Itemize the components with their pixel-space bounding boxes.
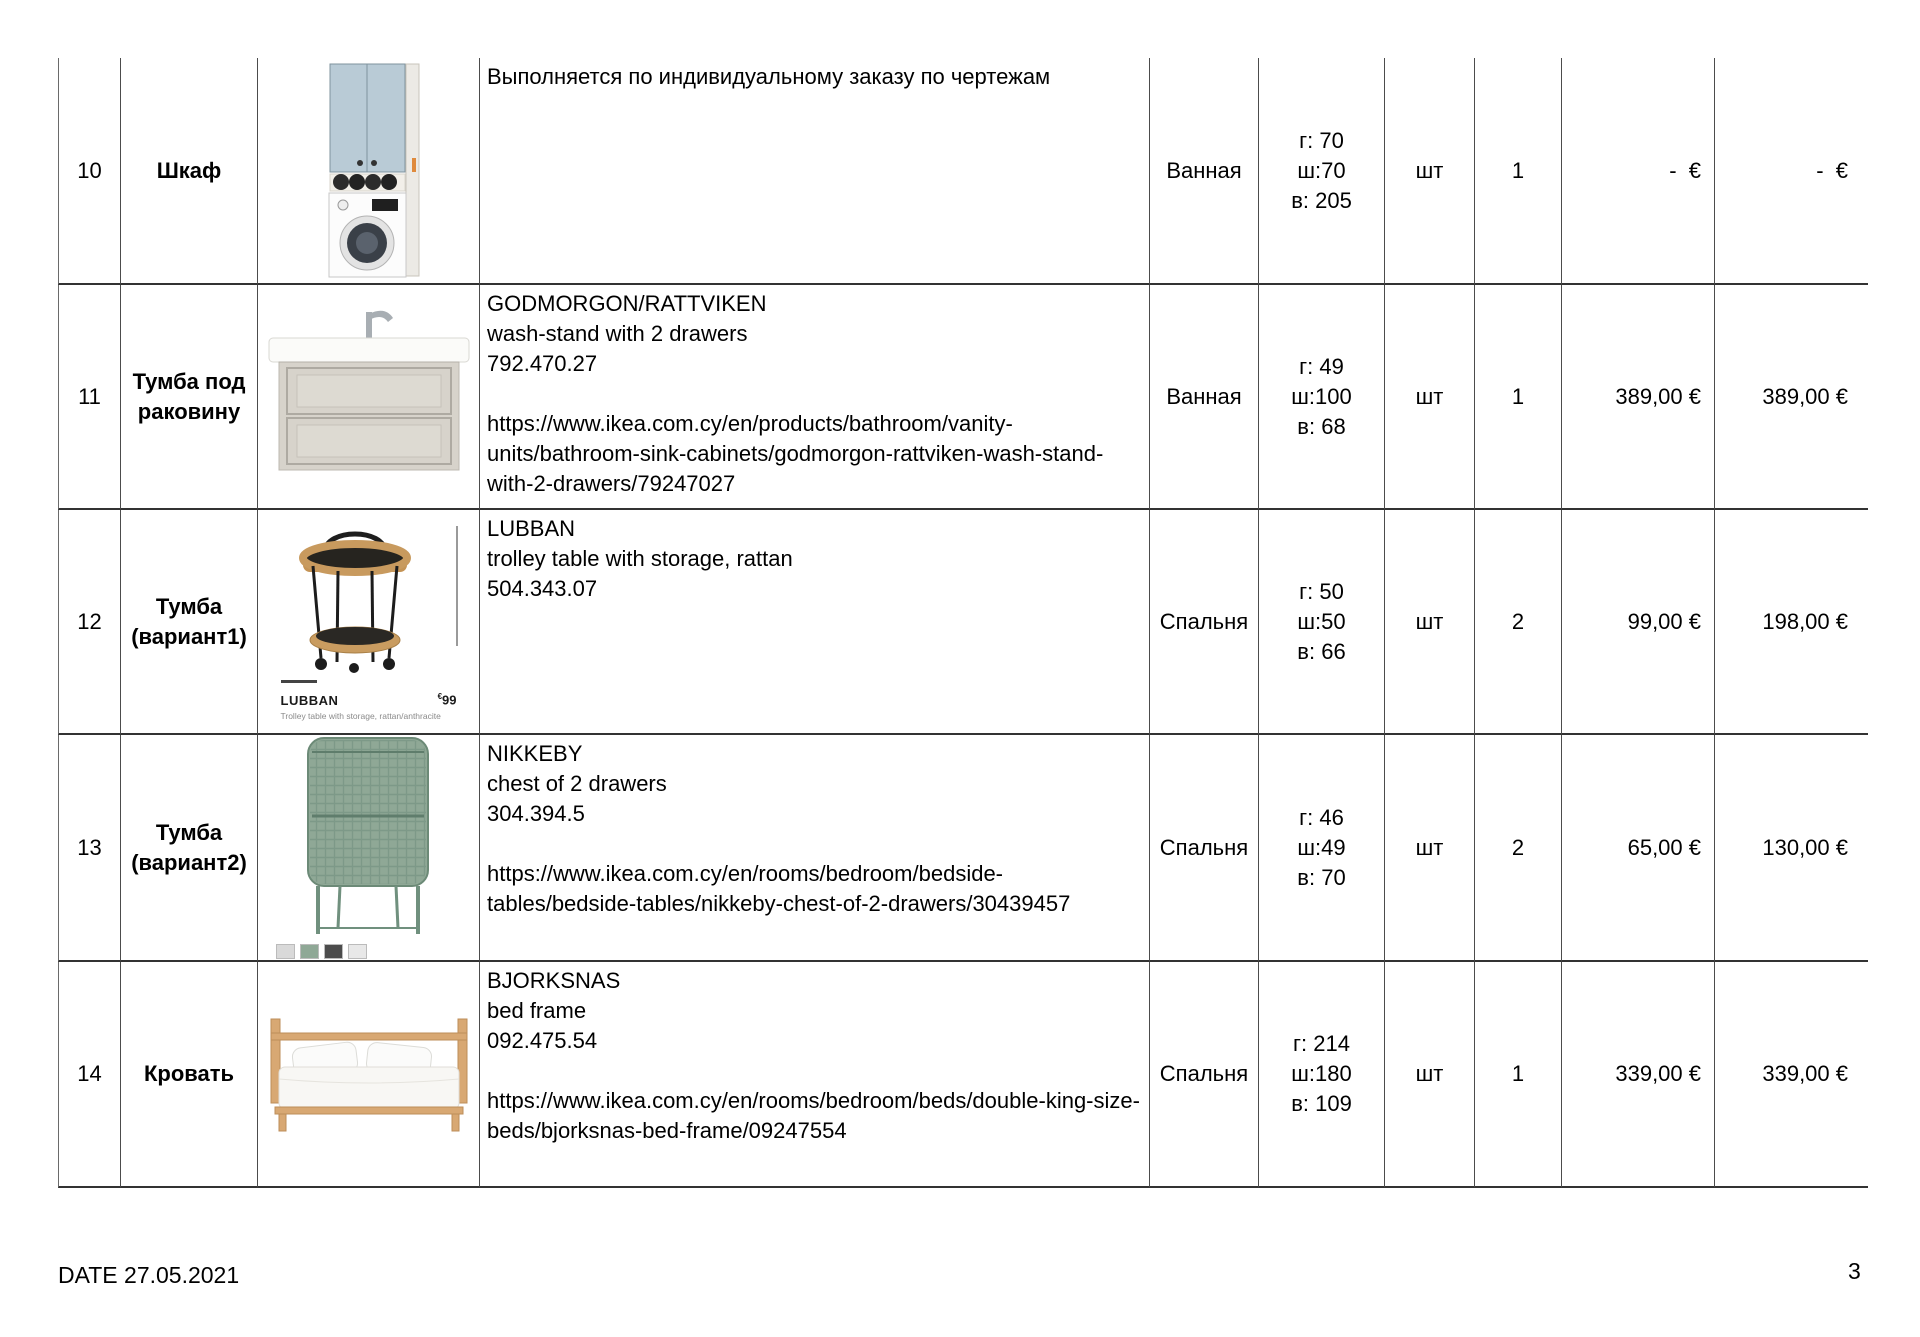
washstand-illustration (267, 302, 471, 492)
dimensions-cell: г: 49 ш:100 в: 68 (1259, 285, 1385, 510)
article-number: 092.475.54 (487, 1028, 598, 1053)
row-number-cell: 14 (58, 962, 121, 1188)
unit-cell: шт (1385, 58, 1475, 285)
product-name: NIKKEBY (487, 741, 583, 766)
cabinet-washer-illustration (314, 62, 424, 280)
price-cell: 65,00 € (1562, 735, 1715, 962)
description-cell (480, 58, 1150, 285)
unit-cell: шт (1385, 735, 1475, 962)
quantity-cell: 2 (1475, 510, 1562, 735)
total-cell: 389,00 € (1715, 285, 1868, 510)
row-number-cell: 13 (58, 735, 121, 962)
thumbnail-strip (276, 944, 367, 959)
item-name-cell: Тумба (вариант2) (121, 735, 258, 962)
dimensions-cell: г: 70 ш:70 в: 205 (1259, 58, 1385, 285)
item-image-cell (258, 285, 480, 510)
total-cell: - € (1715, 58, 1868, 285)
price-cell: 389,00 € (1562, 285, 1715, 510)
price-cell: 99,00 € (1562, 510, 1715, 735)
product-name: LUBBAN (487, 516, 576, 541)
room-cell: Ванная (1150, 58, 1259, 285)
item-image-cell (258, 962, 480, 1188)
lubban-product-card (281, 680, 457, 720)
product-url: https://www.ikea.com.cy/en/rooms/bedroom/bedside-tables/bedside-tables/nikkeby-chest-of-2-drawers/30439457 (487, 861, 1071, 916)
unit-cell: шт (1385, 285, 1475, 510)
product-type: chest of 2 drawers (487, 771, 667, 796)
quantity-cell: 1 (1475, 285, 1562, 510)
unit-cell: шт (1385, 510, 1475, 735)
trolley-illustration (280, 522, 430, 674)
furniture-spec-table (58, 58, 1868, 1188)
item-name-cell: Тумба под раковину (121, 285, 258, 510)
article-number: 504.343.07 (487, 576, 598, 601)
room-cell: Спальня (1150, 735, 1259, 962)
product-url: https://www.ikea.com.cy/en/products/bathroom/vanity-units/bathroom-sink-cabinets/godmorgon-rattviken-wash-stand-with-2-drawers/79247027 (487, 411, 1104, 496)
total-cell: 198,00 € (1715, 510, 1868, 735)
row-number-cell: 11 (58, 285, 121, 510)
quantity-cell: 1 (1475, 962, 1562, 1188)
item-image-cell (258, 58, 480, 285)
row-number-cell: 10 (58, 58, 121, 285)
description-line: Выполняется по индивидуальному заказу по чертежам (487, 64, 1051, 89)
room-cell: Спальня (1150, 510, 1259, 735)
screenshot-artifact-line (456, 526, 458, 646)
product-name: BJORKSNAS (487, 968, 621, 993)
item-image-cell (258, 510, 480, 735)
card-product-name: LUBBAN (280, 692, 339, 708)
chest-illustration (294, 736, 444, 938)
row-number-cell: 12 (58, 510, 121, 735)
product-type: trolley table with storage, rattan (487, 546, 793, 571)
quantity-cell: 2 (1475, 735, 1562, 962)
room-cell: Спальня (1150, 962, 1259, 1188)
quantity-cell: 1 (1475, 58, 1562, 285)
card-subtitle: Trolley table with storage, rattan/anthracite (280, 710, 441, 721)
dimensions-cell: г: 214 ш:180 в: 109 (1259, 962, 1385, 1188)
price-cell: 339,00 € (1562, 962, 1715, 1188)
article-number: 304.394.5 (487, 801, 585, 826)
article-number: 792.470.27 (487, 351, 598, 376)
page-number: 3 (1848, 1258, 1861, 1284)
dimensions-cell: г: 50 ш:50 в: 66 (1259, 510, 1385, 735)
bed-illustration (263, 1013, 475, 1135)
description-cell (480, 285, 1150, 510)
description-cell (480, 735, 1150, 962)
item-image-cell (258, 735, 480, 962)
item-name-cell: Шкаф (121, 58, 258, 285)
price-cell: - € (1562, 58, 1715, 285)
product-type: wash-stand with 2 drawers (487, 321, 748, 346)
item-name-cell: Кровать (121, 962, 258, 1188)
total-cell: 339,00 € (1715, 962, 1868, 1188)
description-cell (480, 962, 1150, 1188)
dimensions-cell: г: 46 ш:49 в: 70 (1259, 735, 1385, 962)
card-price: €99 (437, 692, 457, 708)
product-url: https://www.ikea.com.cy/en/rooms/bedroom/beds/double-king-size-beds/bjorksnas-bed-frame/09247554 (487, 1088, 1140, 1143)
footer-date: DATE 27.05.2021 (58, 1262, 240, 1288)
item-name-cell: Тумба (вариант1) (121, 510, 258, 735)
room-cell: Ванная (1150, 285, 1259, 510)
product-name: GODMORGON/RATTVIKEN (487, 291, 767, 316)
description-cell (480, 510, 1150, 735)
total-cell: 130,00 € (1715, 735, 1868, 962)
unit-cell: шт (1385, 962, 1475, 1188)
product-type: bed frame (487, 998, 587, 1023)
